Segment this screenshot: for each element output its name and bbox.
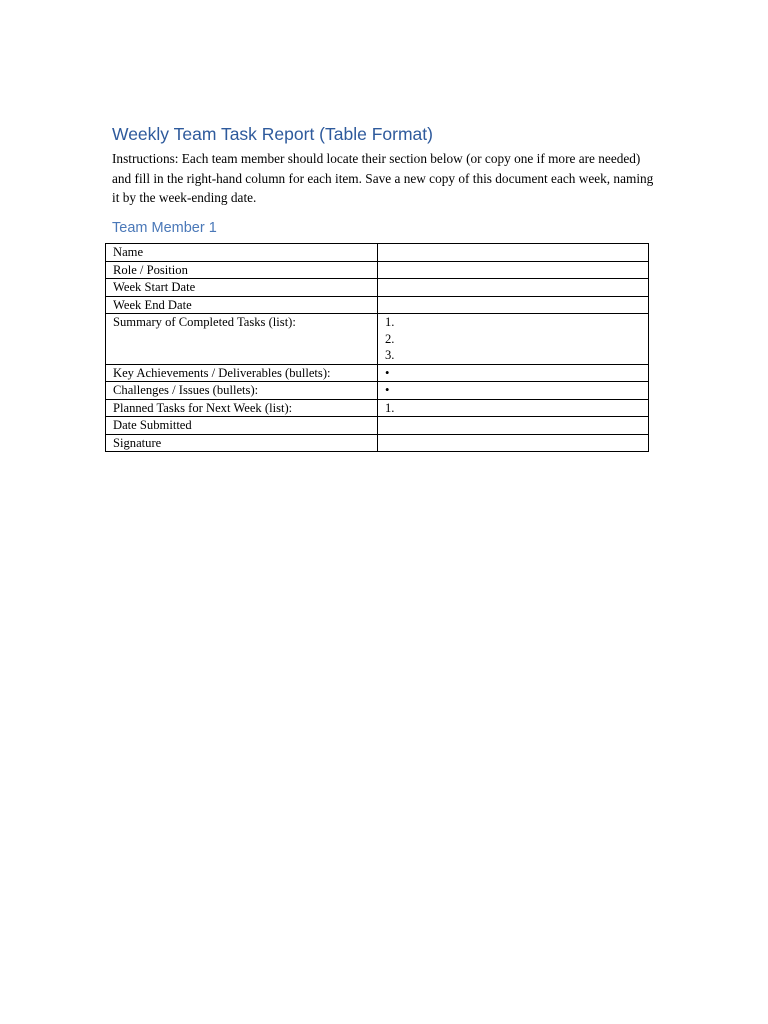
- row-label: Challenges / Issues (bullets):: [106, 382, 378, 400]
- row-value-cell[interactable]: [378, 244, 649, 262]
- value-line: 1.: [385, 400, 395, 415]
- table-row: [106, 364, 649, 382]
- empty-value: [385, 297, 648, 314]
- row-value-cell[interactable]: [378, 261, 649, 279]
- row-value-cell[interactable]: [378, 364, 649, 382]
- row-value-cell[interactable]: [378, 279, 649, 297]
- row-value-cell[interactable]: [378, 314, 649, 365]
- row-label: Planned Tasks for Next Week (list):: [106, 399, 378, 417]
- value-line: •: [385, 383, 390, 397]
- empty-value: [385, 435, 648, 452]
- value-line: 2.: [385, 331, 395, 346]
- row-label: Key Achievements / Deliverables (bullets):: [106, 364, 378, 382]
- row-value-cell[interactable]: [378, 417, 649, 435]
- table-row: [106, 314, 649, 365]
- row-label: Name: [106, 244, 378, 262]
- row-label: Summary of Completed Tasks (list):: [106, 314, 378, 365]
- value-line: 1.: [385, 315, 395, 329]
- task-report-table-body: [106, 244, 649, 452]
- empty-value: [385, 417, 648, 434]
- table-row: [106, 296, 649, 314]
- row-label: Role / Position: [106, 261, 378, 279]
- table-row: [106, 382, 649, 400]
- row-label: Week End Date: [106, 296, 378, 314]
- table-row: [106, 244, 649, 262]
- table-row: [106, 434, 649, 452]
- value-line: 3.: [385, 348, 395, 362]
- row-label: Week Start Date: [106, 279, 378, 297]
- empty-value: [385, 262, 648, 279]
- empty-value: [385, 279, 648, 296]
- table-row: [106, 417, 649, 435]
- row-value-cell[interactable]: [378, 434, 649, 452]
- task-report-table: [105, 243, 649, 452]
- document-title: Weekly Team Task Report (Table Format): [112, 124, 433, 144]
- table-row: [106, 279, 649, 297]
- empty-value: [385, 244, 648, 261]
- row-value-cell[interactable]: [378, 399, 649, 417]
- row-value-cell[interactable]: [378, 296, 649, 314]
- section-heading-team-member: Team Member 1: [112, 220, 217, 236]
- value-line: •: [385, 365, 390, 380]
- table-row: [106, 261, 649, 279]
- instructions-paragraph: Instructions: Each team member should locate their section below (or copy one if more are needed) and fill in the right-hand column for each item. Save a new copy of this document each week, naming it by the week-ending date.: [112, 151, 654, 205]
- table-row: [106, 399, 649, 417]
- row-label: Date Submitted: [106, 417, 378, 435]
- row-value-cell[interactable]: [378, 382, 649, 400]
- row-label: Signature: [106, 434, 378, 452]
